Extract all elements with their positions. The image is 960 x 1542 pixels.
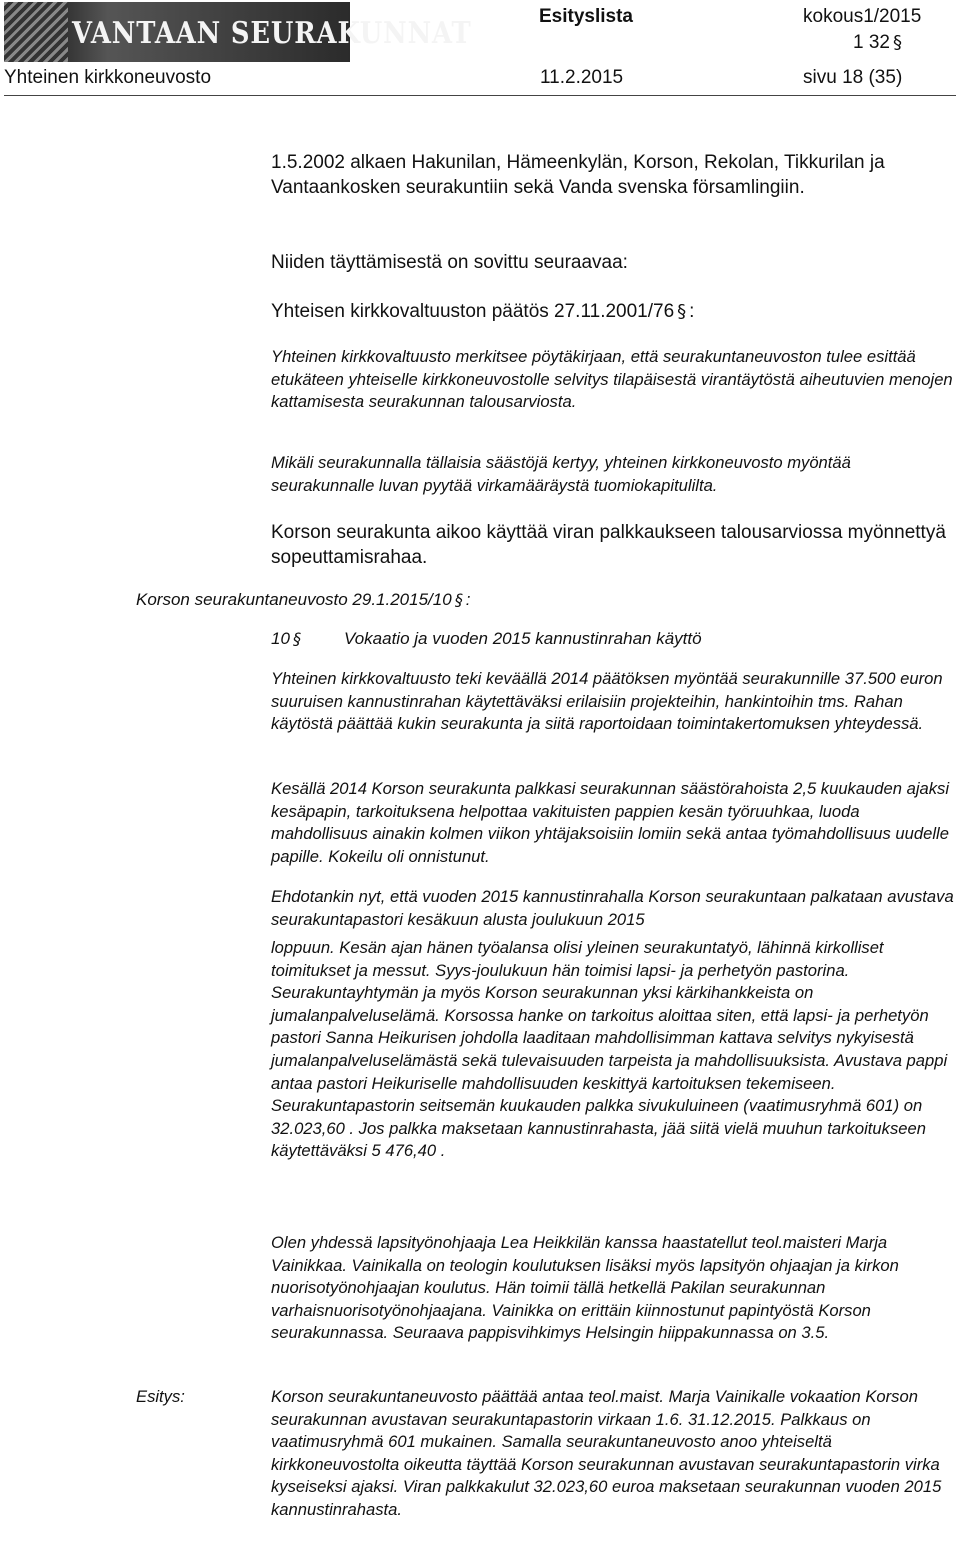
organization-name: Yhteinen kirkkoneuvosto bbox=[4, 67, 212, 88]
paragraph-incentive-money: Yhteinen kirkkovaltuusto teki keväällä 2014 päätöksen myöntää seurakunnille 37.500 euron suuruisen kannustinrahan käytettäväksi erilaisiin projekteihin, hankintoihin tms. Rahan käytöstä päättää kukin seurakunta ja siitä raportoidaan toimintakertomuksen yhteydessä. bbox=[271, 669, 943, 734]
item-range-text: 1 32 bbox=[853, 32, 890, 53]
paragraph-proposal-details: loppuun. Kesän ajan hänen työalansa olisi yleinen seurakuntatyö, lähinnä kirkolliset toimitukset ja messut. Syys-joulukuun hän toimisi lapsi- ja perhetyön pastorina. Seurakuntayhtymän ja myös Korson seurakunnan yksi kärkihankkeista on jumalanpalveluselämä. Korsossa hanke on tarkoitus aloittaa siten, että lapsi- ja perhetyön pastori Sanna Heikurisen johdolla laaditaan mahdollisimman kattava selvitys nykyisestä jumalanpalveluselämästä sekä tulevaisuuden tarpeista ja mahdollisuuksista. Avustava pappi antaa pastori Heikuriselle mahdollisuuden keskittyä kartoituksen tekemiseen. Seurakuntapastorin seitsemän kuukauden palkka sivukuluineen (vaatimusryhmä 601) on 32.023,60 . Jos palkka maksetaan kannustinrahasta, jää siitä vielä muuhun tarkoitukseen käytettäväksi 5 476,40 . bbox=[271, 938, 948, 1161]
korso-council-decision-ref bbox=[136, 589, 471, 612]
paragraph-proposal-intro: Ehdotankin nyt, että vuoden 2015 kannustinrahalla Korson seurakuntaan palkataan avustava seurakuntapastori kesäkuun alusta joulukuun 2015 bbox=[271, 887, 954, 929]
proposal-label: Esitys: bbox=[136, 1387, 185, 1406]
meeting-date: 11.2.2015 bbox=[540, 67, 624, 88]
korso-ref-colon: : bbox=[465, 590, 471, 609]
document-type: Esityslista bbox=[539, 6, 633, 27]
paragraph-savings-permission: Mikäli seurakunnalla tällaisia säästöjä kertyy, yhteinen kirkkoneuvosto myöntää seurakunnalle luvan pyytää virkamääräystä tuomiokapitulilta. bbox=[271, 453, 851, 495]
section-sign-icon: § bbox=[677, 301, 687, 322]
logo-emblem-icon bbox=[4, 2, 68, 62]
paragraph-agreement-intro: Niiden täyttämisestä on sovittu seuraavaa: bbox=[271, 252, 628, 273]
korso-ref-text: Korson seurakuntaneuvosto 29.1.2015/10 bbox=[136, 590, 452, 609]
item-number: 10 bbox=[271, 629, 290, 648]
paragraph-korso-funding: Korson seurakunta aikoo käyttää viran palkkaukseen talousarviossa myönnettyä sopeuttamisrahaa. bbox=[271, 522, 946, 568]
paragraph-summer-priest: Kesällä 2014 Korson seurakunta palkkasi seurakunnan säästörahoista 2,5 kuukauden ajaksi kesäpapin, tarkoituksena helpottaa vakituisten pappien kesän työruuhkaa, luoda mahdollisuus ainakin kolmen viikon yhtäjaksoisiin lomiin sekä antaa työmahdollisuus uudelle papille. Kokeilu oli onnistunut. bbox=[271, 779, 950, 866]
paragraph-appointment-date: 1.5.2002 alkaen Hakunilan, Hämeenkylän, Korson, Rekolan, Tikkurilan ja Vantaankosken seurakuntiin sekä Vanda svenska församlingiin. bbox=[271, 152, 885, 198]
logo bbox=[4, 2, 472, 62]
section-sign-icon: § bbox=[454, 590, 463, 609]
meeting-number: kokous1/2015 bbox=[803, 6, 922, 27]
paragraph-proposal-decision: Korson seurakuntaneuvosto päättää antaa teol.maist. Marja Vainikalle vokaation Korson seurakunnan avustavan seurakuntapastorin virkaan 1.6. 31.12.2015. Palkkaus on vaatimusryhmä 601 mukainen. Samalla seurakuntaneuvosto anoo yhteiseltä kirkkoneuvostolta oikeutta täyttää Korson seurakunnan avustavan seurakuntapastorin virka kyseiseksi ajaksi. Viran palkkakulut 32.023,60 euroa maksetaan seurakunnan vuoden 2015 kannustinrahasta. bbox=[271, 1387, 942, 1519]
decision-ref-text: Yhteisen kirkkovaltuuston päätös 27.11.2001/76 bbox=[271, 301, 675, 322]
paragraph-council-decision: Yhteinen kirkkovaltuusto merkitsee pöytäkirjaan, että seurakuntaneuvoston tulee esittää etukäteen yhteiselle kirkkoneuvostolle selvitys tilapäisestä virantäytöstä aiheutuvien menojen kattamisesta seurakunnan talousarviosta. bbox=[271, 347, 953, 412]
header-divider bbox=[4, 95, 956, 96]
item-title: Vokaatio ja vuoden 2015 kannustinrahan käyttö bbox=[344, 629, 702, 648]
item-range bbox=[853, 32, 905, 54]
item-heading bbox=[271, 628, 702, 651]
decision-ref-colon: : bbox=[689, 301, 695, 322]
paragraph-council-decision-ref bbox=[271, 300, 955, 325]
section-sign-icon: § bbox=[892, 32, 902, 53]
logo-text: VANTAAN SEURAKUNNAT bbox=[72, 16, 472, 51]
page-number: sivu 18 (35) bbox=[803, 67, 903, 88]
section-sign-icon: § bbox=[292, 629, 301, 648]
paragraph-candidate-interview: Olen yhdessä lapsityönohjaaja Lea Heikkilän kanssa haastatellut teol.maisteri Marja Vainikkaa. Vainikalla on teologin koulutuksen lisäksi myös lapsityön ohjaajan ja kirkon nuorisotyönohjaajan koulutus. Hän toimii tällä hetkellä Pakilan seurakunnan varhaisnuorisotyönohjaajana. Vainikka on erittäin kiinnostunut papintyöstä Korson seurakunnassa. Seuraava pappisvihkimys Helsingin hiippakunnassa on 3.5. bbox=[271, 1233, 899, 1343]
